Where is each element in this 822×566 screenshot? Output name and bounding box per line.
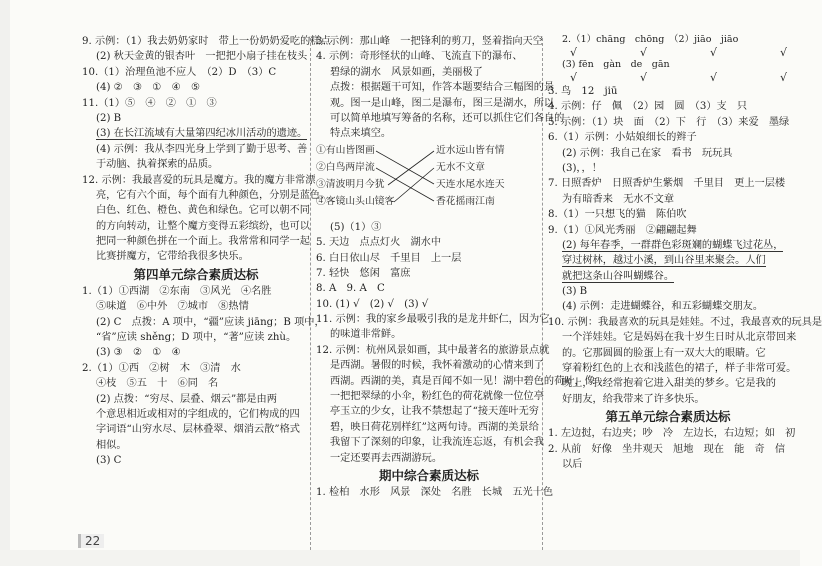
- answer-line: 观。图一是山峰，图二是瀑布，图三是湖水，所以: [330, 97, 555, 109]
- answer-line: 的味道非常鲜。: [330, 329, 402, 341]
- answer-line: 2.（1）①西 ②树 木 ③清 水: [82, 362, 241, 374]
- pinyin-line: 2.（1）chāng chōng （2）jiāo jiāo: [562, 34, 739, 45]
- check-marks: √ √ √ √: [570, 46, 814, 59]
- answer-line: 一定还要再去西湖游玩。: [330, 452, 443, 464]
- answer-line: 3. 鸟 12 jiū: [548, 86, 618, 97]
- section-heading: 期中综合素质达标: [378, 467, 479, 483]
- answer-line: 12. 示例：杭州风景如画，其中最著名的旅游景点就: [316, 344, 550, 356]
- answer-line: 5. 示例：（1）块 面 （2）下 行 （3）来爱 墨绿: [548, 116, 790, 128]
- answer-line: 9. 示例：（1）我去奶奶家时 带上一份奶奶爱吃的糕点: [82, 36, 331, 47]
- answer-line: 以后: [562, 458, 583, 470]
- answer-line: (5)（1）③: [330, 221, 382, 233]
- match-right-item: 近水远山皆有情: [436, 144, 505, 156]
- check-marks: √ √ √ √: [570, 71, 814, 84]
- answer-line: 可以简单地填写筹备的名称，还可以抓住它们各自的: [330, 112, 565, 124]
- answer-line: 1.（1）①西湖 ②东南 ③风光 ④名胜: [82, 285, 272, 297]
- answer-line: (2) 点拨：“穷尽、层叠、烟云”都是由两: [96, 393, 277, 405]
- match-left-item: ②白鸟两岸流: [316, 161, 375, 173]
- answer-line: (3) B: [562, 286, 588, 298]
- answer-line: 碧，映日荷花别样红”这两句诗。西湖的美景给: [330, 421, 539, 433]
- answer-line: “省”应读 shěng；D 项中，“著”应读 zhù。: [96, 332, 297, 344]
- answer-line: 2. 从前 好像 坐井观天 旭地 现在 能 奇 信: [548, 443, 786, 455]
- answer-line: 8. A 9. A C: [316, 283, 385, 295]
- underlined-sentence: 穿过树林，越过小溪，到山谷里来聚会。人们: [562, 255, 766, 267]
- answer-line: (4) 示例：走进蝴蝶谷，和五彩蝴蝶交朋友。: [562, 301, 764, 313]
- match-right-item: 天连水尾水连天: [436, 178, 505, 190]
- answer-line: 亭玉立的少女，让我不禁想起了“接天莲叶无穷: [330, 406, 539, 418]
- pinyin-line: (3) fēn gàn de gān: [562, 59, 670, 70]
- section-heading: 第四单元综合素质达标: [133, 266, 259, 282]
- page-number: 22: [78, 534, 104, 548]
- answer-line: 4. 示例：仔 佩 （2）园 圆 （3）支 只: [548, 101, 748, 113]
- answer-line: 好朋友，给我带来了许多快乐。: [562, 393, 705, 405]
- answer-line: 相似。: [96, 439, 127, 451]
- answer-line: [548, 253, 788, 268]
- answer-line: 的。它那圆圆的脸蛋上有一双大大的眼睛。它: [562, 347, 766, 359]
- answer-line: (4) ② ③ ① ④ ⑤: [96, 82, 201, 94]
- answer-line: [548, 238, 788, 253]
- answer-line: 9.（1）①风光秀丽 ②翩翩起舞: [548, 224, 697, 236]
- answer-line: [82, 126, 310, 141]
- underlined-sentence: (3) 在长江流域有大量第四纪冰川活动的遗迹。: [96, 128, 308, 140]
- answer-line: (2) 示例：我自己在家 看书 玩玩具: [562, 147, 733, 159]
- answer-line: (4) 示例：我从李四光身上学到了勤于思考、善: [96, 143, 308, 155]
- answer-line: 点拨：根据题干可知，作答本题要结合三幅图的景: [330, 82, 555, 94]
- answer-line: 5. 天边 点点灯火 湖水中: [316, 237, 442, 249]
- answer-line: 1. 检柏 水形 风景 深处 名胜 长城 五光十色: [316, 486, 554, 498]
- answer-line: 7. 轻快 悠闲 富庶: [316, 267, 411, 279]
- answer-line: (2) 秋天金黄的银杏叶 一把把小扇子挂在枝头: [96, 51, 308, 63]
- answer-line: 我留下了深刻的印象，让我流连忘返，有机会我: [330, 437, 544, 449]
- answer-line: 8.（1）一只想飞的猫 陈伯吹: [548, 209, 687, 221]
- answer-line: ⑤味道 ⑥中外 ⑦城市 ⑧热情: [96, 301, 249, 313]
- answer-line: 10. (1) √ (2) √ (3) √: [316, 298, 429, 310]
- answer-line: 亮，它有六个面，每个面有九种颜色，分别是蓝色、: [96, 189, 331, 201]
- answer-line: 10. 示例：我最喜欢的玩具是娃娃。不过，我最喜欢的玩具是: [548, 316, 822, 328]
- answer-line: 7. 日照香炉 日照香炉生紫烟 千里目 更上一层楼: [548, 178, 786, 190]
- answer-line: (2) B: [96, 112, 122, 124]
- answer-line: (3)，，！: [562, 162, 602, 174]
- match-right-item: 香花摇雨江南: [436, 195, 495, 207]
- match-left-item: ①有山皆图画: [316, 144, 375, 156]
- answer-line: 西湖。西湖的美，真是百闻不如一见！湖中碧色的荷叶，像: [330, 375, 595, 387]
- answer-line: 穿着粉红色的上衣和浅蓝色的裙子，样子非常可爱。: [562, 363, 797, 375]
- underlined-sentence: (2) 每年春季，一群群色彩斑斓的蝴蝶飞过花丛，: [562, 239, 784, 251]
- answer-line: 3. 示例：那山峰 一把锋利的剪刀，竖着指向天空: [316, 36, 543, 47]
- underlined-sentence: 就把这条山谷叫蝴蝶谷。: [562, 270, 675, 282]
- answer-line: 晚上，我经常抱着它进入甜美的梦乡。它是我的: [562, 378, 776, 390]
- answer-line: 碧绿的湖水 风景如画，美丽极了: [330, 66, 483, 78]
- match-left-item: ③清波明月今犹: [316, 178, 385, 190]
- answer-line: 1. 左边挝，右边夹；吵 冷 左边长，右边短；如 初: [548, 428, 796, 440]
- answer-line: 为有暗香来 无水不文章: [562, 193, 675, 205]
- answer-line: ④枝 ⑤五 十 ⑥同 名: [96, 378, 219, 390]
- match-left-item: ④客镜山头山镜客: [316, 195, 395, 207]
- answer-line: 把同一种颜色拼在一个面上。我常常和同学一起: [96, 236, 310, 248]
- answer-line: 字词语“山穷水尽、层林叠翠、烟消云散”格式: [96, 424, 300, 436]
- answer-line: 比赛拼魔方，它带给我很多快乐。: [96, 251, 249, 263]
- answer-line: (3) ③ ② ① ④: [96, 347, 181, 359]
- section-heading: 第五单元综合素质达标: [605, 409, 731, 425]
- answer-line: 11.（1）⑤ ④ ② ① ③: [82, 97, 217, 109]
- page-footer-band: [0, 550, 800, 566]
- answer-line: (3) C: [96, 455, 122, 467]
- answer-line: 4. 示例：奇形怪状的山峰、飞流直下的瀑布、: [316, 51, 523, 63]
- answer-line: 的方向转动，让整个魔方变得五彩缤纷，也可以: [96, 220, 310, 232]
- answer-line: 10.（1）治理鱼池不应人 （2）D （3）C: [82, 66, 277, 78]
- answer-line: 白色、红色、橙色、黄色和绿色。它可以朝不同: [96, 205, 310, 217]
- answer-line: 11. 示例：我的家乡最吸引我的是龙井虾仁，因为它: [316, 314, 550, 326]
- answer-line: 一个洋娃娃。它是妈妈在我十岁生日时从北京带回来: [562, 332, 797, 344]
- answer-line: 一把把翠绿的小伞，粉红色的荷花就像一位位亭: [330, 391, 544, 403]
- answer-line: 于动脑、执着探索的品质。: [96, 159, 219, 171]
- answer-line: 个意思相近或相对的字组成的，它们构成的四: [96, 408, 300, 420]
- matching-exercise: [316, 142, 542, 220]
- answer-line: 特点来填空。: [330, 128, 392, 140]
- column-divider: [310, 38, 311, 550]
- answer-line: 6. 白日依山尽 千里目 上一层: [316, 252, 462, 264]
- page-edge-shadow: [0, 0, 10, 566]
- answer-column-right: [548, 34, 822, 472]
- answer-line: (2) C 点拨：A 项中，“疆”应读 jiāng；B 项中，: [96, 316, 325, 328]
- answer-column-left: [82, 34, 331, 469]
- answer-line: 是西湖。暑假的时候，我怀着激动的心情来到了: [330, 360, 544, 372]
- answer-line: 6.（1）示例：小姑娘细长的辫子: [548, 132, 697, 144]
- answer-line: [548, 269, 788, 284]
- match-right-item: 无水不文章: [436, 161, 485, 173]
- answer-line: 12. 示例：我最喜爱的玩具是魔方。我的魔方非常漂: [82, 174, 316, 186]
